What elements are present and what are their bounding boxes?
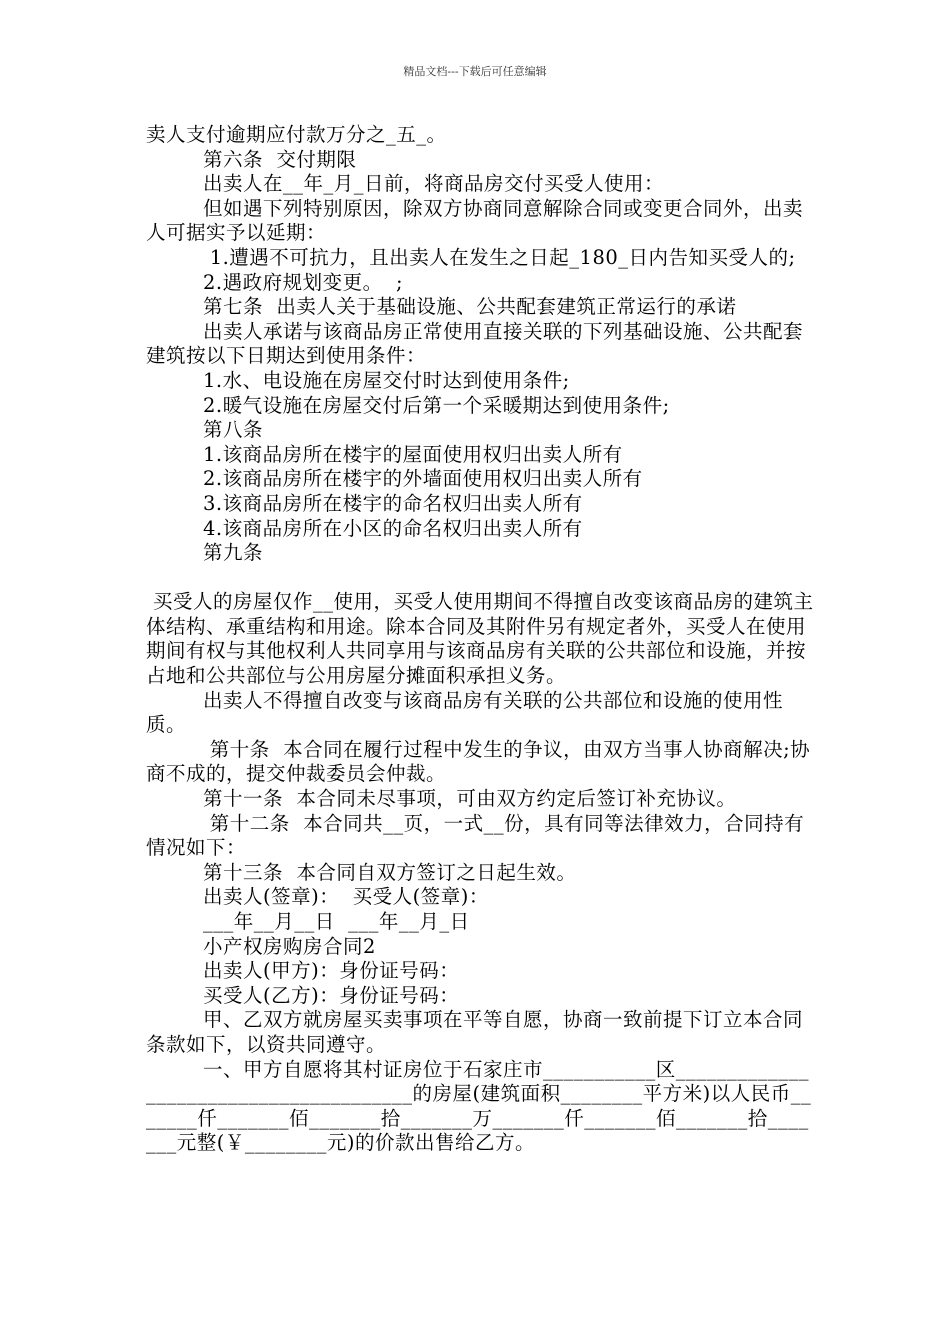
paragraph: 出卖人承诺与该商品房正常使用直接关联的下列基础设施、公共配套建筑按以下日期达到使用条件：	[146, 319, 804, 368]
paragraph: 卖人支付逾期应付款万分之_五_。	[146, 123, 447, 146]
page-header: 精品文档---下载后可任意编辑	[403, 65, 547, 78]
contract-2-title: 小产权房购房合同2	[203, 934, 376, 958]
list-item: 1.水、电设施在房屋交付时达到使用条件;	[203, 368, 570, 392]
date-line: ___年__月__日 ___年__月_日	[203, 910, 470, 933]
paragraph: 甲、乙双方就房屋买卖事项在平等自愿，协商一致前提下订立本合同条款如下，以资共同遵守。	[146, 1008, 804, 1056]
paragraph: 买受人的房屋仅作__使用，买受人使用期间不得擅自改变该商品房的建筑主体结构、承重结构和用途。除本合同及其附件另有规定者外，买受人在使用期间有权与其他权利人共同享用与该商品房有关联的公共部位和设施，并按占地和公共部位与公用房屋分摊面积承担义务。	[146, 590, 814, 688]
clause-1: 一、甲方自愿将其村证房位于石家庄市___________区_______________________________________的房屋(建筑面积________平方米)以人民币_______仟_______佰_______拾_______万_______仟_______佰_______拾_______元整(￥________元)的价款出售给乙方。	[146, 1057, 812, 1155]
list-item: 4.该商品房所在小区的命名权归出卖人所有	[203, 516, 583, 540]
list-item: 2.遇政府规划变更。 ;	[203, 270, 404, 294]
paragraph: 出卖人在__年_月_日前，将商品房交付买受人使用：	[203, 172, 665, 196]
list-item: 2.该商品房所在楼宇的外墙面使用权归出卖人所有	[203, 467, 643, 491]
article-10: 第十条 本合同在履行过程中发生的争议，由双方当事人协商解决;协商不成的，提交仲裁委员会仲裁。	[146, 737, 811, 786]
article-9-title: 第九条	[203, 541, 264, 565]
list-item: 3.该商品房所在楼宇的命名权归出卖人所有	[203, 491, 583, 515]
article-13: 第十三条 本合同自双方签订之日起生效。	[203, 860, 577, 884]
contract-body	[146, 123, 814, 1156]
list-item: 2.暖气设施在房屋交付后第一个采暖期达到使用条件;	[203, 393, 670, 417]
article-6-title: 第六条 交付期限	[203, 147, 357, 171]
blank-line	[146, 566, 814, 591]
seller-line: 出卖人(甲方)：身份证号码：	[203, 959, 460, 983]
signature-line: 出卖人(签章)： 买受人(签章)：	[203, 885, 489, 909]
article-8-title: 第八条	[203, 418, 264, 442]
article-12: 第十二条 本合同共__页，一式__份，具有同等法律效力，合同持有情况如下：	[146, 811, 805, 860]
paragraph: 但如遇下列特别原因，除双方协商同意解除合同或变更合同外，出卖人可据实予以延期：	[146, 196, 804, 245]
list-item: 1.该商品房所在楼宇的屋面使用权归出卖人所有	[203, 442, 623, 466]
article-7-title: 第七条 出卖人关于基础设施、公共配套建筑正常运行的承诺	[203, 295, 737, 319]
list-item: 1.遭遇不可抗力，且出卖人在发生之日起_180_日内告知买受人的;	[203, 245, 796, 269]
buyer-line: 买受人(乙方)：身份证号码：	[203, 983, 460, 1007]
paragraph: 出卖人不得擅自改变与该商品房有关联的公共部位和设施的使用性质。	[146, 688, 784, 737]
article-11: 第十一条 本合同未尽事项，可由双方约定后签订补充协议。	[203, 787, 737, 811]
